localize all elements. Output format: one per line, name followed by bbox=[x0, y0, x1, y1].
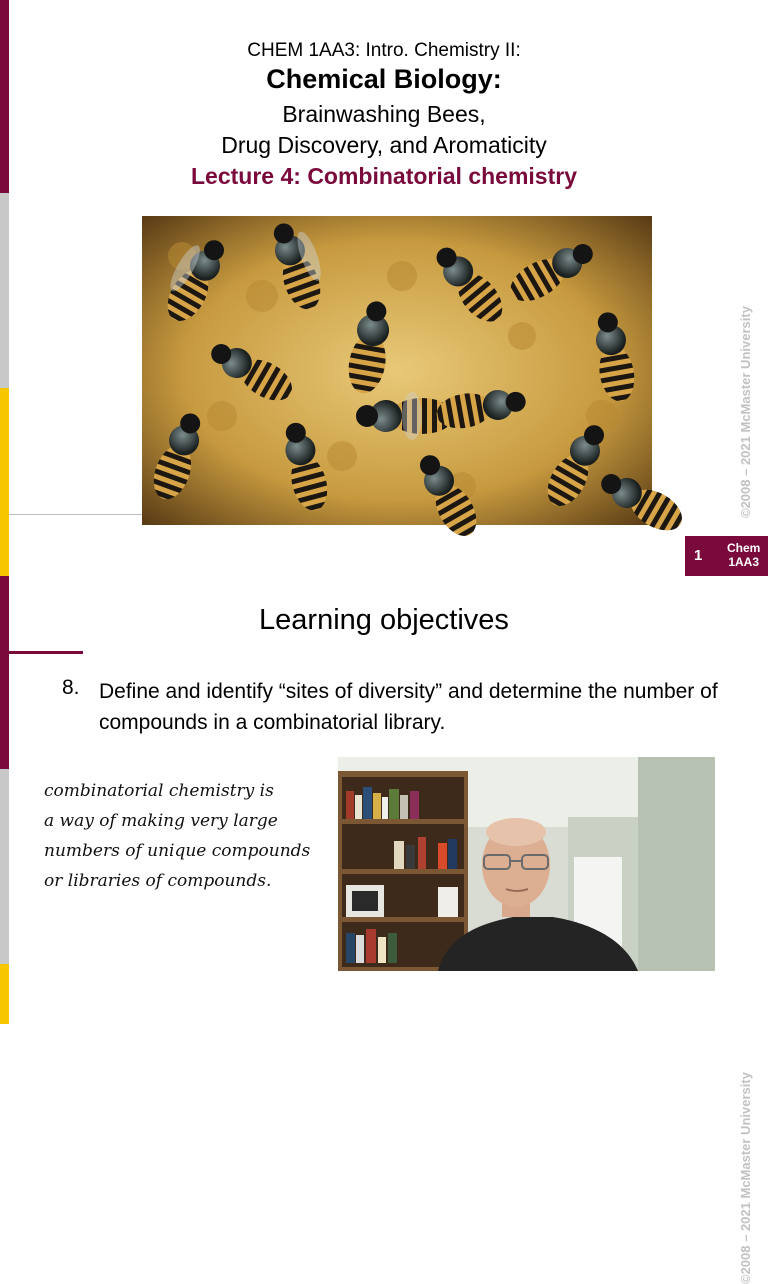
course-badge bbox=[727, 541, 760, 569]
objective-text: Define and identify “sites of diversity” and determine the number of compounds in a combinatorial library. bbox=[99, 680, 718, 734]
badge-line-2: 1AA3 bbox=[728, 555, 760, 569]
slide-heading: Learning objectives bbox=[259, 604, 509, 636]
copyright-vertical: ©2008 – 2021 McMaster University bbox=[738, 1072, 753, 1284]
lecture-title: Lecture 4: Combinatorial chemistry bbox=[191, 163, 577, 189]
slide-number-badge bbox=[685, 536, 768, 576]
bees-photo bbox=[142, 216, 652, 525]
note-line: numbers of unique compounds bbox=[44, 841, 311, 861]
badge-line-1: Chem bbox=[727, 541, 761, 555]
left-strip-gray bbox=[0, 769, 9, 964]
note-line: combinatorial chemistry is bbox=[44, 781, 274, 801]
left-strip-gold bbox=[0, 964, 9, 1024]
objective-number: 8. bbox=[62, 676, 80, 699]
note-line: a way of making very large bbox=[44, 811, 278, 831]
slide-title: Chemical Biology: bbox=[266, 64, 502, 94]
title-slide bbox=[0, 0, 768, 576]
divider bbox=[9, 514, 143, 515]
left-strip-gray bbox=[0, 193, 9, 388]
course-line: CHEM 1AA3: Intro. Chemistry II: bbox=[247, 40, 521, 61]
instructor-video bbox=[338, 757, 715, 971]
copyright-vertical: ©2008 – 2021 McMaster University bbox=[738, 306, 753, 518]
heading-rule bbox=[9, 651, 83, 654]
page-number: 1 bbox=[694, 547, 703, 564]
note-line: or libraries of compounds. bbox=[44, 871, 272, 891]
subtitle-line-1: Brainwashing Bees, bbox=[282, 101, 486, 127]
left-strip-gold bbox=[0, 388, 9, 576]
handwritten-notes bbox=[44, 776, 344, 896]
subtitle-line-2: Drug Discovery, and Aromaticity bbox=[221, 132, 547, 158]
objectives-slide bbox=[0, 576, 768, 1284]
